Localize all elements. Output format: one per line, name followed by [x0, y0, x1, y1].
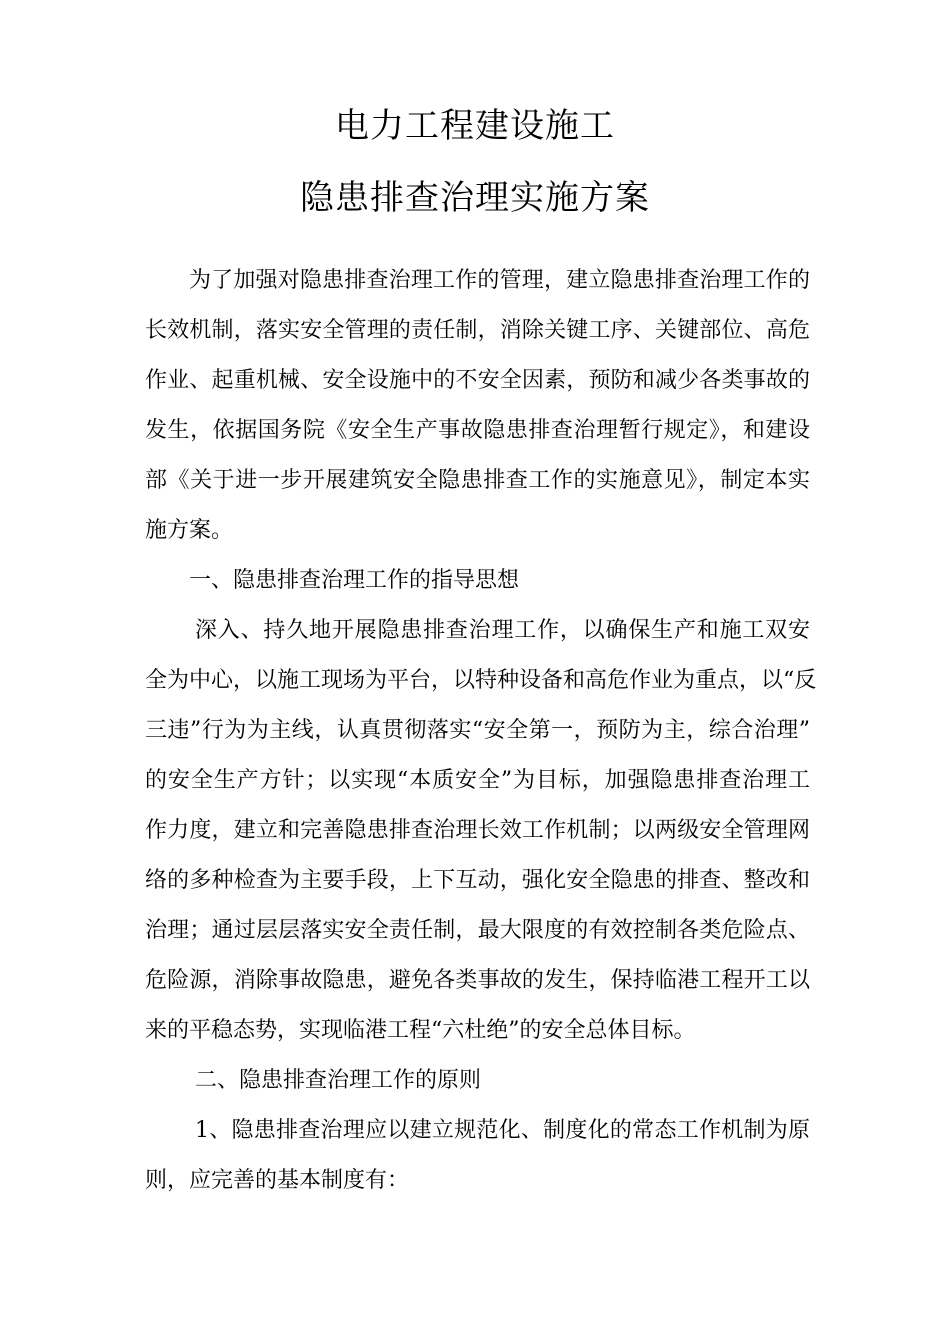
paragraph-line: 发生，依据国务院《安全生产事故隐患排查治理暂行规定》，和建设 [145, 418, 810, 443]
paragraph-line: 作业、起重机械、安全设施中的不安全因素，预防和减少各类事故的 [145, 368, 810, 393]
section-heading: 一、隐患排查治理工作的指导思想 [189, 568, 520, 593]
paragraph-line: 来的平稳态势，实现临港工程“六杜绝”的安全总体目标。 [145, 1018, 696, 1043]
paragraph-line: 长效机制，落实安全管理的责任制，消除关键工序、关键部位、高危 [145, 318, 810, 343]
paragraph-line: 为了加强对隐患排查治理工作的管理，建立隐患排查治理工作的 [189, 268, 810, 293]
paragraph-line: 络的多种检查为主要手段，上下互动，强化安全隐患的排查、整改和 [145, 868, 810, 893]
paragraph-line: 部《关于进一步开展建筑安全隐患排查工作的实施意见》，制定本实 [145, 468, 810, 493]
section-heading: 二、隐患排查治理工作的原则 [195, 1068, 482, 1093]
document-title-line-2: 隐患排查治理实施方案 [300, 178, 650, 218]
paragraph-line: 1、隐患排查治理应以建立规范化、制度化的常态工作机制为原 [195, 1118, 810, 1143]
paragraph-line: 三违”行为为主线，认真贯彻落实“安全第一，预防为主，综合治理” [145, 718, 810, 743]
paragraph-line: 的安全生产方针；以实现“本质安全”为目标，加强隐患排查治理工 [145, 768, 810, 793]
document-title-line-1: 电力工程建设施工 [335, 106, 615, 146]
paragraph-line: 施方案。 [145, 518, 234, 543]
paragraph-line: 深入、持久地开展隐患排查治理工作，以确保生产和施工双安 [195, 618, 810, 643]
paragraph-line: 治理；通过层层落实安全责任制，最大限度的有效控制各类危险点、 [145, 918, 810, 943]
paragraph-line: 作力度，建立和完善隐患排查治理长效工作机制；以两级安全管理网 [145, 818, 810, 843]
paragraph-line: 则，应完善的基本制度有： [145, 1168, 410, 1193]
paragraph-line: 全为中心，以施工现场为平台，以特种设备和高危作业为重点，以“反 [145, 668, 817, 693]
paragraph-line: 危险源，消除事故隐患，避免各类事故的发生，保持临港工程开工以 [145, 968, 810, 993]
